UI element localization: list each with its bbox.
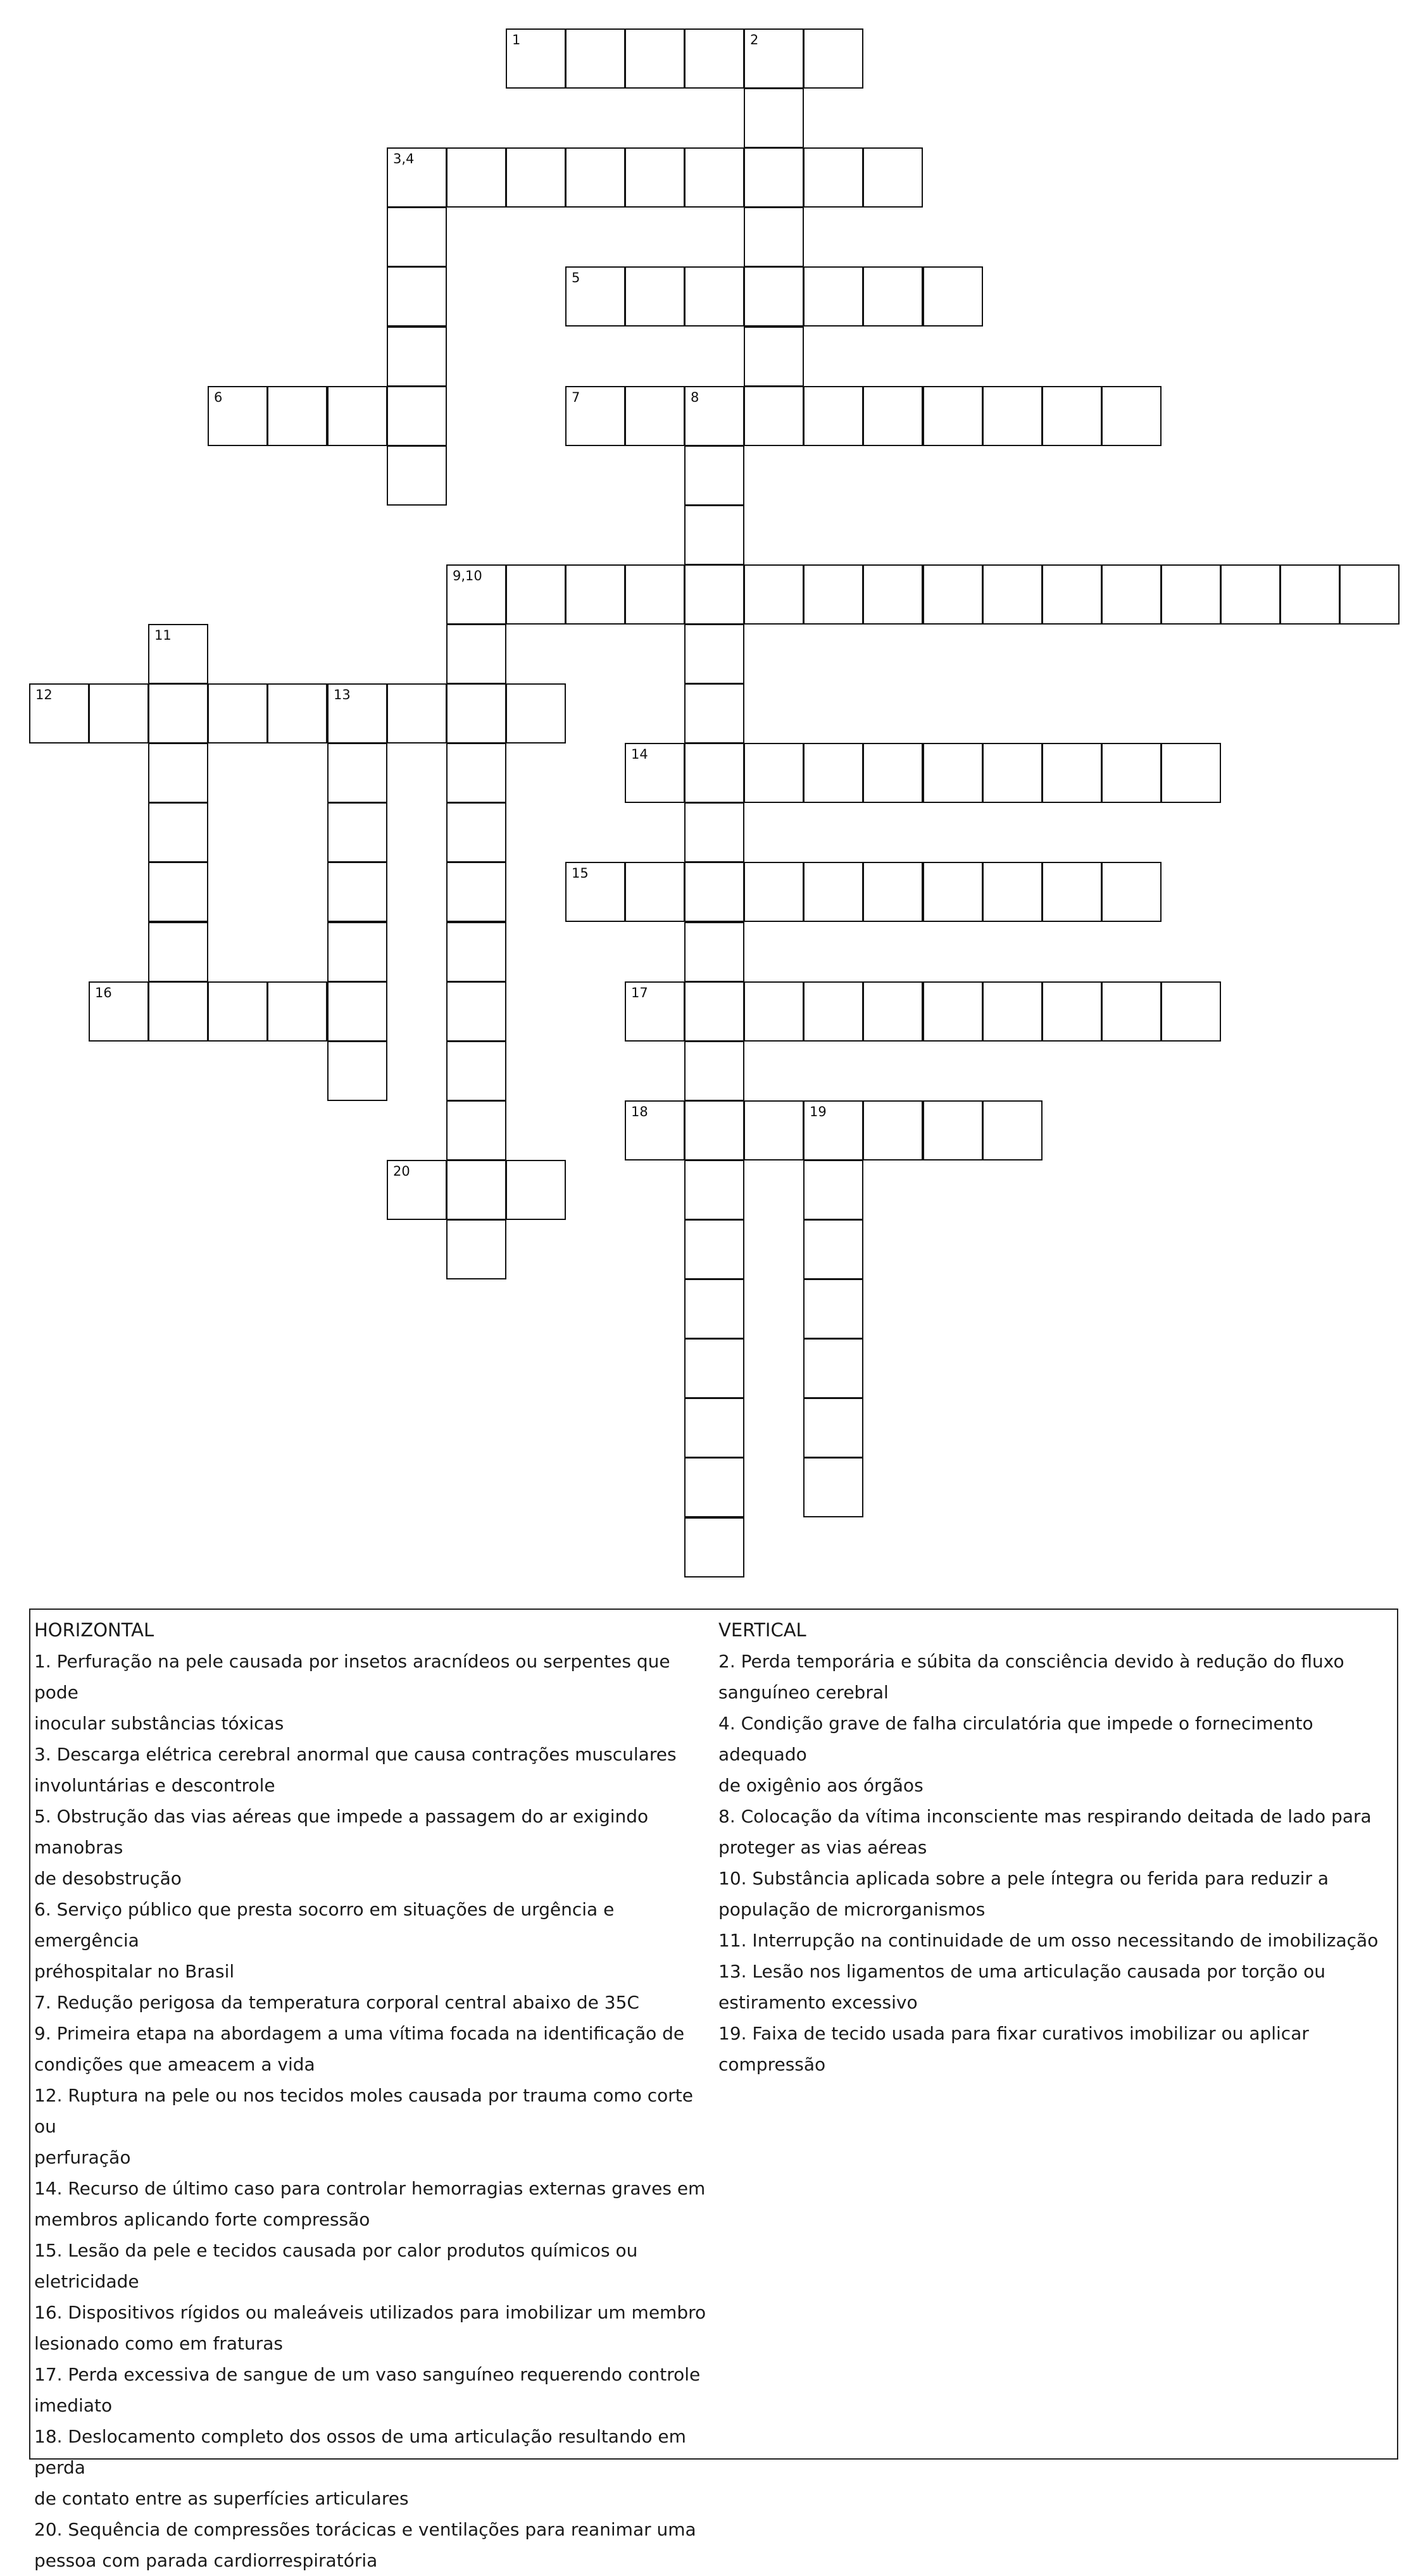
grid-cell[interactable] — [387, 445, 447, 506]
grid-cell[interactable] — [684, 28, 744, 89]
clue-line: 13. Lesão nos ligamentos de uma articulação causada por torção ou — [718, 1961, 1325, 1982]
clue-number: 16 — [95, 985, 112, 1000]
grid-cell[interactable] — [803, 981, 863, 1042]
grid-cell[interactable] — [744, 1100, 804, 1160]
grid-cell[interactable] — [684, 981, 744, 1042]
grid-cell[interactable] — [982, 386, 1043, 446]
grid-cell[interactable] — [803, 1100, 863, 1160]
clue-line: 4. Condição grave de falha circulatória que impede o fornecimento adequado — [718, 1713, 1313, 1765]
grid-cell[interactable] — [625, 981, 685, 1042]
grid-cell[interactable] — [29, 683, 89, 744]
grid-cell[interactable] — [625, 564, 685, 625]
grid-cell[interactable] — [148, 624, 208, 684]
grid-cell[interactable] — [506, 28, 566, 89]
grid-cell[interactable] — [267, 981, 327, 1042]
clue-line: 2. Perda temporária e súbita da consciência devido à redução do fluxo — [718, 1651, 1344, 1672]
grid-cell[interactable] — [387, 207, 447, 267]
grid-cell[interactable] — [803, 1457, 863, 1517]
grid-cell[interactable] — [148, 743, 208, 803]
grid-cell[interactable] — [89, 683, 149, 744]
grid-cell[interactable] — [863, 1100, 923, 1160]
grid-cell[interactable] — [267, 683, 327, 744]
grid-cell[interactable] — [803, 862, 863, 922]
clue-line: lesionado como em fraturas — [34, 2333, 283, 2354]
grid-cell[interactable] — [1101, 743, 1162, 803]
grid-cell[interactable] — [446, 1100, 506, 1160]
grid-cell[interactable] — [803, 1398, 863, 1458]
clue-number: 3,4 — [393, 151, 415, 166]
grid-cell[interactable] — [744, 564, 804, 625]
grid-cell[interactable] — [625, 1100, 685, 1160]
clues-panel — [29, 1608, 1398, 2571]
grid-cell[interactable] — [625, 266, 685, 327]
grid-cell[interactable] — [923, 1100, 983, 1160]
grid-cell[interactable] — [446, 743, 506, 803]
grid-cell[interactable] — [982, 564, 1043, 625]
clue-number: 5 — [572, 270, 580, 285]
grid-cell[interactable] — [744, 981, 804, 1042]
grid-cell[interactable] — [387, 683, 447, 744]
grid-cell[interactable] — [684, 1279, 744, 1339]
clue-line: 20. Sequência de compressões torácicas e ventilações para reanimar uma — [34, 2519, 696, 2540]
grid-cell[interactable] — [1280, 564, 1340, 625]
grid-cell[interactable] — [863, 564, 923, 625]
grid-cell[interactable] — [684, 624, 744, 684]
grid-cell[interactable] — [684, 922, 744, 982]
grid-cell[interactable] — [506, 564, 566, 625]
grid-cell[interactable] — [684, 743, 744, 803]
grid-cell[interactable] — [982, 743, 1043, 803]
grid-cell[interactable] — [89, 981, 149, 1042]
grid-cell[interactable] — [446, 683, 506, 744]
grid-cell[interactable] — [208, 981, 268, 1042]
grid-cell[interactable] — [1339, 564, 1400, 625]
grid-cell[interactable] — [1042, 743, 1102, 803]
grid-cell[interactable] — [863, 147, 923, 208]
grid-cell[interactable] — [1161, 981, 1221, 1042]
grid-cell[interactable] — [684, 1160, 744, 1220]
grid-cell[interactable] — [327, 386, 387, 446]
grid-cell[interactable] — [148, 683, 208, 744]
grid-cell[interactable] — [863, 981, 923, 1042]
grid-cell[interactable] — [923, 981, 983, 1042]
grid-cell[interactable] — [803, 266, 863, 327]
grid-cell[interactable] — [744, 327, 804, 387]
grid-cell[interactable] — [1042, 981, 1102, 1042]
grid-cell[interactable] — [684, 1517, 744, 1577]
grid-cell[interactable] — [684, 386, 744, 446]
grid-cell[interactable] — [1161, 743, 1221, 803]
grid-cell[interactable] — [803, 386, 863, 446]
clue-line: eletricidade — [34, 2271, 139, 2292]
grid-cell[interactable] — [803, 1338, 863, 1398]
grid-cell[interactable] — [387, 147, 447, 208]
grid-cell[interactable] — [684, 147, 744, 208]
grid-cell[interactable] — [863, 266, 923, 327]
clue-line: 19. Faixa de tecido usada para fixar curativos imobilizar ou aplicar compressão — [718, 2023, 1309, 2075]
clue-line: 12. Ruptura na pele ou nos tecidos moles causada por trauma como corte ou — [34, 2085, 693, 2137]
grid-cell[interactable] — [744, 743, 804, 803]
grid-cell[interactable] — [1101, 981, 1162, 1042]
grid-cell[interactable] — [1042, 386, 1102, 446]
grid-cell[interactable] — [506, 1160, 566, 1220]
clue-number: 7 — [572, 390, 580, 405]
clue-line: préhospitalar no Brasil — [34, 1961, 235, 1982]
clue-number: 12 — [35, 687, 53, 702]
grid-cell[interactable] — [565, 147, 625, 208]
grid-cell[interactable] — [565, 862, 625, 922]
clue-line: 5. Obstrução das vias aéreas que impede a passagem do ar exigindo manobras — [34, 1806, 649, 1858]
grid-cell[interactable] — [982, 1100, 1043, 1160]
grid-cell[interactable] — [506, 147, 566, 208]
grid-cell[interactable] — [923, 386, 983, 446]
grid-cell[interactable] — [327, 862, 387, 922]
grid-cell[interactable] — [744, 28, 804, 89]
clue-line: de contato entre as superfícies articulares — [34, 2488, 409, 2509]
grid-cell[interactable] — [446, 1160, 506, 1220]
grid-cell[interactable] — [863, 743, 923, 803]
grid-cell[interactable] — [744, 266, 804, 327]
clue-line: estiramento excessivo — [718, 1992, 918, 2013]
grid-cell[interactable] — [625, 28, 685, 89]
clue-line: perfuração — [34, 2147, 131, 2168]
grid-cell[interactable] — [208, 386, 268, 446]
grid-cell[interactable] — [803, 1160, 863, 1220]
grid-cell[interactable] — [684, 1457, 744, 1517]
clue-line: 8. Colocação da vítima inconsciente mas respirando deitada de lado para — [718, 1806, 1372, 1827]
grid-cell[interactable] — [506, 683, 566, 744]
grid-cell[interactable] — [744, 147, 804, 208]
grid-cell[interactable] — [923, 266, 983, 327]
grid-cell[interactable] — [803, 743, 863, 803]
grid-cell[interactable] — [1101, 386, 1162, 446]
grid-cell[interactable] — [1220, 564, 1281, 625]
clue-line: sanguíneo cerebral — [718, 1682, 889, 1703]
clue-line: 10. Substância aplicada sobre a pele íntegra ou ferida para reduzir a — [718, 1868, 1329, 1889]
grid-cell[interactable] — [684, 802, 744, 862]
grid-cell[interactable] — [923, 564, 983, 625]
clue-line: inocular substâncias tóxicas — [34, 1713, 284, 1734]
clue-number: 13 — [334, 687, 351, 702]
clue-number: 15 — [572, 866, 589, 881]
grid-cell[interactable] — [327, 922, 387, 982]
grid-cell[interactable] — [625, 147, 685, 208]
clue-line: população de microrganismos — [718, 1899, 986, 1920]
grid-cell[interactable] — [684, 266, 744, 327]
grid-cell[interactable] — [387, 327, 447, 387]
clue-line: 14. Recurso de último caso para controlar hemorragias externas graves em — [34, 2178, 706, 2199]
grid-cell[interactable] — [327, 981, 387, 1042]
clue-number: 17 — [631, 985, 648, 1000]
grid-cell[interactable] — [446, 981, 506, 1042]
grid-cell[interactable] — [148, 981, 208, 1042]
grid-cell[interactable] — [1042, 862, 1102, 922]
grid-cell[interactable] — [565, 266, 625, 327]
grid-cell[interactable] — [1101, 564, 1162, 625]
grid-cell[interactable] — [744, 862, 804, 922]
grid-cell[interactable] — [148, 802, 208, 862]
grid-cell[interactable] — [446, 624, 506, 684]
horizontal-clues — [34, 1615, 711, 2576]
clue-line: 18. Deslocamento completo dos ossos de uma articulação resultando em perda — [34, 2426, 686, 2478]
grid-cell[interactable] — [446, 922, 506, 982]
grid-cell[interactable] — [446, 862, 506, 922]
grid-cell[interactable] — [625, 743, 685, 803]
grid-cell[interactable] — [744, 88, 804, 148]
clue-line: condições que ameacem a vida — [34, 2054, 315, 2075]
clue-number: 6 — [214, 390, 223, 405]
clue-line: 16. Dispositivos rígidos ou maleáveis utilizados para imobilizar um membro — [34, 2302, 706, 2323]
grid-cell[interactable] — [625, 862, 685, 922]
horizontal-title: HORIZONTAL — [34, 1619, 154, 1641]
grid-cell[interactable] — [565, 564, 625, 625]
clue-number: 8 — [691, 390, 699, 405]
grid-cell[interactable] — [684, 445, 744, 506]
grid-cell[interactable] — [208, 683, 268, 744]
clue-line: 11. Interrupção na continuidade de um osso necessitando de imobilização — [718, 1930, 1379, 1951]
grid-cell[interactable] — [744, 386, 804, 446]
grid-cell[interactable] — [684, 1100, 744, 1160]
clue-line: membros aplicando forte compressão — [34, 2209, 370, 2230]
clue-line: 6. Serviço público que presta socorro em situações de urgência e emergência — [34, 1899, 615, 1951]
clue-line: 15. Lesão da pele e tecidos causada por calor produtos químicos ou — [34, 2240, 638, 2261]
grid-cell[interactable] — [684, 505, 744, 565]
grid-cell[interactable] — [684, 1219, 744, 1279]
grid-cell[interactable] — [327, 683, 387, 744]
clue-line: 9. Primeira etapa na abordagem a uma vítima focada na identificação de — [34, 2023, 685, 2044]
grid-cell[interactable] — [684, 1398, 744, 1458]
grid-cell[interactable] — [446, 147, 506, 208]
grid-cell[interactable] — [387, 386, 447, 446]
grid-cell[interactable] — [684, 1338, 744, 1398]
grid-cell[interactable] — [982, 981, 1043, 1042]
grid-cell[interactable] — [803, 1219, 863, 1279]
clue-line: proteger as vias aéreas — [718, 1837, 927, 1858]
grid-cell[interactable] — [684, 683, 744, 744]
grid-cell[interactable] — [327, 743, 387, 803]
clue-number: 14 — [631, 747, 648, 762]
grid-cell[interactable] — [387, 266, 447, 327]
clue-number: 1 — [512, 32, 521, 47]
grid-cell[interactable] — [565, 28, 625, 89]
grid-cell[interactable] — [982, 862, 1043, 922]
clue-line: 3. Descarga elétrica cerebral anormal que causa contrações musculares — [34, 1744, 677, 1765]
grid-cell[interactable] — [684, 564, 744, 625]
clue-line: 17. Perda excessiva de sangue de um vaso sanguíneo requerendo controle — [34, 2364, 701, 2385]
grid-cell[interactable] — [148, 862, 208, 922]
grid-cell[interactable] — [1161, 564, 1221, 625]
grid-cell[interactable] — [148, 922, 208, 982]
grid-cell[interactable] — [565, 386, 625, 446]
grid-cell[interactable] — [327, 1041, 387, 1101]
clue-number: 18 — [631, 1104, 648, 1119]
clue-number: 20 — [393, 1164, 410, 1179]
grid-cell[interactable] — [625, 386, 685, 446]
clue-number: 11 — [154, 628, 172, 643]
grid-cell[interactable] — [446, 802, 506, 862]
grid-cell[interactable] — [863, 862, 923, 922]
grid-cell[interactable] — [803, 28, 863, 89]
clue-line: pessoa com parada cardiorrespiratória — [34, 2550, 378, 2571]
grid-cell[interactable] — [267, 386, 327, 446]
grid-cell[interactable] — [1042, 564, 1102, 625]
grid-cell[interactable] — [446, 564, 506, 625]
grid-cell[interactable] — [684, 1041, 744, 1101]
grid-cell[interactable] — [446, 1219, 506, 1279]
clue-number: 2 — [750, 32, 759, 47]
grid-cell[interactable] — [863, 386, 923, 446]
grid-cell[interactable] — [1101, 862, 1162, 922]
clue-line: de oxigênio aos órgãos — [718, 1775, 924, 1796]
grid-cell[interactable] — [803, 1279, 863, 1339]
vertical-title: VERTICAL — [718, 1619, 806, 1641]
grid-cell[interactable] — [387, 1160, 447, 1220]
vertical-clues — [718, 1615, 1396, 2080]
clue-line: imediato — [34, 2395, 113, 2416]
clue-line: involuntárias e descontrole — [34, 1775, 275, 1796]
grid-cell[interactable] — [923, 862, 983, 922]
grid-cell[interactable] — [923, 743, 983, 803]
grid-cell[interactable] — [744, 207, 804, 267]
grid-cell[interactable] — [446, 1041, 506, 1101]
clue-line: de desobstrução — [34, 1868, 182, 1889]
clue-number: 9,10 — [453, 568, 482, 583]
grid-cell[interactable] — [803, 147, 863, 208]
grid-cell[interactable] — [327, 802, 387, 862]
clue-line: 7. Redução perigosa da temperatura corporal central abaixo de 35C — [34, 1992, 639, 2013]
grid-cell[interactable] — [684, 862, 744, 922]
clue-number: 19 — [810, 1104, 827, 1119]
horizontal-clue-list — [34, 1646, 711, 2576]
vertical-clue-list — [718, 1646, 1396, 2080]
grid-cell[interactable] — [803, 564, 863, 625]
clue-line: 1. Perfuração na pele causada por insetos aracnídeos ou serpentes que pode — [34, 1651, 670, 1703]
